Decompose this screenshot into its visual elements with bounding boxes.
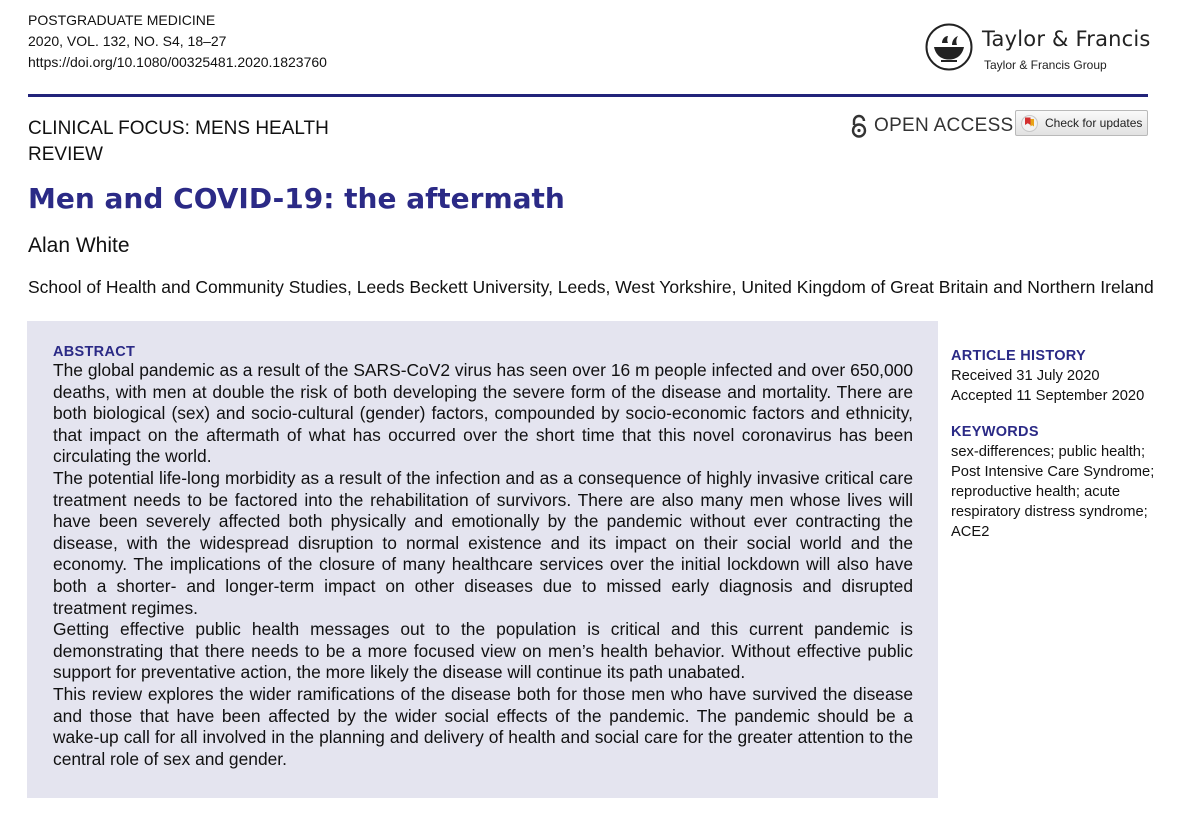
journal-volume: 2020, VOL. 132, NO. S4, 18–27 xyxy=(28,33,227,49)
publisher-logo[interactable] xyxy=(925,23,1155,83)
accepted-date: Accepted 11 September 2020 xyxy=(951,388,1145,404)
section-line-2: REVIEW xyxy=(28,144,103,165)
publisher-group: Taylor & Francis Group xyxy=(984,58,1107,72)
abstract-content xyxy=(53,344,913,770)
keywords-list: sex-differences; public health; Post Intensive Care Syndrome; reproductive health; acute respiratory distress syndrome; ACE2 xyxy=(951,444,1155,540)
open-lock-icon xyxy=(850,114,868,138)
author-affiliation: School of Health and Community Studies, Leeds Beckett University, Leeds, West Yorkshire, United Kingdom of Great Britain and Northern Ireland xyxy=(28,277,1154,297)
article-sidebar xyxy=(951,346,1156,542)
crossmark-icon xyxy=(1021,115,1038,132)
abstract-paragraph: The global pandemic as a result of the SARS-CoV2 virus has seen over 16 m people infected and over 650,000 deaths, with men at double the risk of both developing the severe form of the disease and mortality. There are both biological (sex) and socio-cultural (gender) factors, compounded by socio-economic factors and ethnicity, that impact on the aftermath of what has occurred over the short time that this novel coronavirus has been circulating the world. xyxy=(53,360,913,467)
abstract-box xyxy=(27,321,938,798)
received-date: Received 31 July 2020 xyxy=(951,368,1100,384)
taylor-francis-lamp-icon xyxy=(925,23,973,71)
article-title: Men and COVID-19: the aftermath xyxy=(28,182,565,215)
journal-info xyxy=(28,10,327,73)
article-author[interactable]: Alan White xyxy=(28,234,130,257)
keywords-heading: KEYWORDS xyxy=(951,424,1039,440)
check-for-updates-button[interactable] xyxy=(1015,110,1148,136)
abstract-paragraph: This review explores the wider ramifications of the disease both for those men who have survived the disease and those that have been affected by the wider social effects of the pandemic. The pandemic should be a wake-up call for all involved in the planning and delivery of health and social care for the greater attention to the central role of sex and gender. xyxy=(53,683,913,769)
abstract-paragraph: The potential life-long morbidity as a result of the infection and as a consequence of highly invasive critical care treatment needs to be factored into the rehabilitation of survivors. There are also many men whose lives will have been severely affected both physically and emotionally by the pandemic without ever contracting the disease, with the widespread disruption to normal existence and its impact on their social world and the economy. The implications of the closure of many healthcare services over the initial lockdown will also have both a shorter- and longer-term impact on other diseases due to missed early diagnosis and disrupted treatment regimes. xyxy=(53,467,913,618)
header-divider xyxy=(28,94,1148,97)
publisher-name: Taylor & Francis xyxy=(982,27,1151,51)
check-for-updates-label: Check for updates xyxy=(1045,116,1143,130)
abstract-heading: ABSTRACT xyxy=(53,344,136,360)
abstract-paragraph: Getting effective public health messages out to the population is critical and this current pandemic is demonstrating that there needs to be a more focused view on men’s health behavior. Without effective public support for preventative action, the more likely the disease will continue its path unabated. xyxy=(53,619,913,683)
journal-doi[interactable]: https://doi.org/10.1080/00325481.2020.1823760 xyxy=(28,54,327,70)
section-label xyxy=(28,116,329,168)
section-line-1: CLINICAL FOCUS: MENS HEALTH xyxy=(28,118,329,139)
open-access-badge[interactable] xyxy=(850,114,1014,138)
open-access-label: OPEN ACCESS xyxy=(874,115,1014,136)
journal-name: POSTGRADUATE MEDICINE xyxy=(28,12,216,28)
article-history-heading: ARTICLE HISTORY xyxy=(951,348,1087,364)
